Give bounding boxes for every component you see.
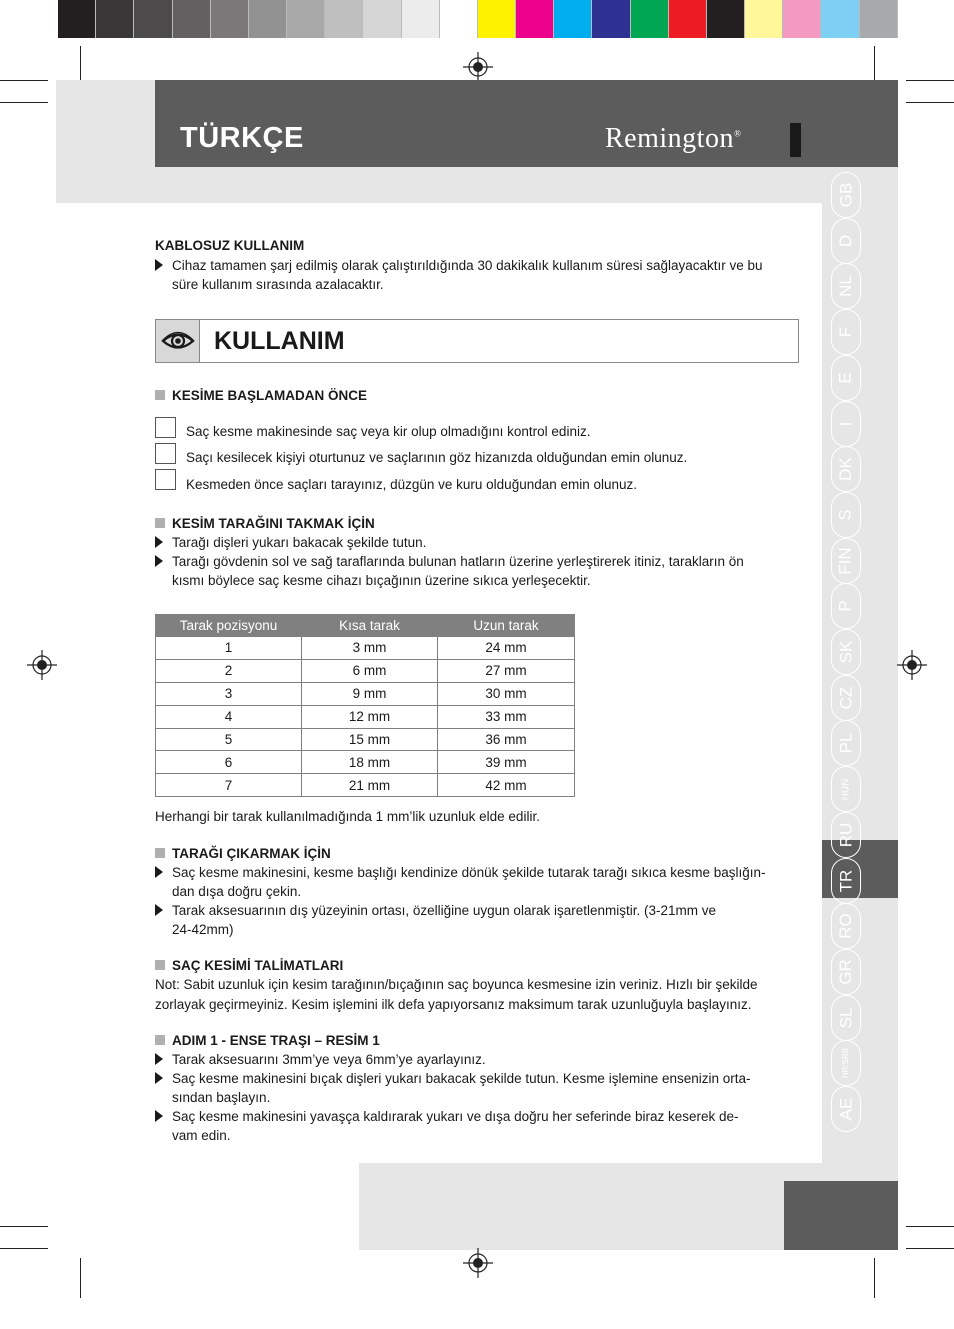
- registration-mark: [27, 650, 57, 680]
- crop-mark: [906, 1226, 954, 1227]
- usage-section-box: [155, 319, 799, 363]
- table-row: [156, 774, 575, 797]
- table-cell: 5: [156, 728, 302, 751]
- crop-mark: [906, 102, 954, 103]
- table-cell: 21 mm: [302, 774, 438, 797]
- table-row: [156, 682, 575, 705]
- step1-bullet-cont: vam edin.: [172, 1128, 231, 1143]
- table-cell: 27 mm: [438, 659, 575, 682]
- language-tab-sk[interactable]: [831, 629, 861, 675]
- language-tab-label: P: [836, 600, 855, 612]
- table-row: [156, 659, 575, 682]
- cordless-heading: KABLOSUZ KULLANIM: [155, 238, 305, 253]
- language-tab-i[interactable]: [831, 401, 861, 447]
- attach-comb-bullet: Tarağı gövdenin sol ve sağ taraflarında bulunan hatların üzerine yerleştirerek itiniz, tarakların ön: [172, 554, 744, 569]
- step1-heading: ADIM 1 - ENSE TRAŞI – RESİM 1: [172, 1033, 380, 1048]
- bullet-arrow-icon: [155, 536, 163, 548]
- remove-comb-bullet: Tarak aksesuarının dış yüzeyinin ortası, özelliğine uygun olarak işaretlenmiştir. (3-21mm ve: [172, 903, 716, 918]
- instructions-line: Not: Sabit uzunluk için kesim tarağının/bıçağının saç boyunca kesmesine izin veriniz. Hızlı bir şekilde: [155, 977, 758, 992]
- table-row: [156, 728, 575, 751]
- remove-comb-bullet-cont: dan dışa doğru çekin.: [172, 884, 302, 899]
- color-swatch: [402, 0, 440, 38]
- usage-title: KULLANIM: [214, 327, 345, 355]
- bullet-arrow-icon: [155, 904, 163, 916]
- language-tab-label: S: [836, 509, 855, 521]
- color-swatch: [478, 0, 516, 38]
- color-swatch: [821, 0, 859, 38]
- language-tab-label: RU: [836, 822, 855, 848]
- table-cell: 15 mm: [302, 728, 438, 751]
- table-row: [156, 751, 575, 774]
- section-square-icon: [155, 390, 165, 400]
- color-swatch: [173, 0, 211, 38]
- crop-mark: [0, 80, 48, 81]
- bullet-arrow-icon: [155, 555, 163, 567]
- color-swatch: [363, 0, 401, 38]
- language-tab-d[interactable]: [831, 218, 861, 264]
- color-swatch: [745, 0, 783, 38]
- language-tab-f[interactable]: [831, 309, 861, 355]
- language-tab-p[interactable]: [831, 583, 861, 629]
- instructions-line: zorlayak geçirmeyiniz. Kesim işlemini ilk defa yapıyorsanız maksimum tarak uzunluğuyla başlayınız.: [155, 997, 752, 1012]
- color-swatch: [325, 0, 363, 38]
- language-tab-label: CZ: [835, 686, 855, 710]
- language-tab-fin[interactable]: [831, 538, 861, 584]
- step1-bullet: Saç kesme makinesini yavaşça kaldırarak yukarı ve dışa doğru her seferinde biraz keserek de-: [172, 1109, 739, 1124]
- attach-comb-heading: KESİM TARAĞINI TAKMAK İÇİN: [172, 516, 375, 531]
- brand-name: Remington: [605, 123, 734, 154]
- language-tab-dk[interactable]: [831, 446, 861, 492]
- bullet-arrow-icon: [155, 1072, 163, 1084]
- crop-mark: [0, 1226, 48, 1227]
- language-tab-label: SK: [836, 640, 855, 664]
- language-tab-e[interactable]: [831, 355, 861, 401]
- color-swatch: [287, 0, 325, 38]
- color-swatch: [707, 0, 745, 38]
- brand-bar: [790, 123, 801, 157]
- eye-icon: [156, 320, 200, 362]
- cordless-line-1: Cihaz tamamen şarj edilmiş olarak çalıştırıldığında 30 dakikalık kullanım süresi sağlayacaktır ve bu: [172, 258, 763, 273]
- checklist-item: Saç kesme makinesinde saç veya kir olup olmadığını kontrol ediniz.: [186, 424, 591, 439]
- crop-mark: [906, 80, 954, 81]
- color-swatch: [58, 0, 96, 38]
- remove-comb-bullet-cont: 24-42mm): [172, 922, 234, 937]
- language-tab-label: NL: [835, 275, 855, 298]
- bullet-arrow-icon: [155, 259, 163, 271]
- table-cell: 6 mm: [302, 659, 438, 682]
- table-header-cell: Uzun tarak: [438, 615, 575, 637]
- table-cell: 33 mm: [438, 705, 575, 728]
- language-tab-cz[interactable]: [831, 675, 861, 721]
- color-swatch: [516, 0, 554, 38]
- language-tab-label: D: [836, 234, 855, 247]
- language-tabs: [822, 170, 898, 1130]
- remove-comb-heading: TARAĞI ÇIKARMAK İÇİN: [172, 846, 331, 861]
- checklist-item: Kesmeden önce saçları tarayınız, düzgün ve kuru olduğundan emin olunuz.: [186, 477, 638, 492]
- registration-mark: [463, 52, 493, 82]
- color-swatch: [669, 0, 707, 38]
- before-cutting-heading: KESİME BAŞLAMADAN ÖNCE: [172, 388, 368, 403]
- table-cell: 24 mm: [438, 637, 575, 660]
- bullet-arrow-icon: [155, 1053, 163, 1065]
- table-body: [156, 637, 575, 797]
- color-swatch: [554, 0, 592, 38]
- language-tab-ru[interactable]: [831, 812, 861, 858]
- crop-mark: [80, 1258, 81, 1298]
- bottom-left-area: [56, 1163, 359, 1253]
- table-header-row: [156, 615, 575, 637]
- step1-bullet-cont: sından başlayın.: [172, 1090, 271, 1105]
- color-swatch: [440, 0, 478, 38]
- instructions-heading: SAÇ KESİMİ TALİMATLARI: [172, 958, 344, 973]
- checklist-box[interactable]: [155, 469, 176, 490]
- language-tab-label: SL: [835, 1007, 855, 1028]
- language-tab-label: I: [835, 421, 855, 426]
- color-swatch: [249, 0, 287, 38]
- comb-length-table: [155, 614, 575, 797]
- table-header-cell: Tarak pozisyonu: [156, 615, 302, 637]
- no-comb-note: Herhangi bir tarak kullanılmadığında 1 mm’lik uzunluk elde edilir.: [155, 809, 540, 824]
- table-cell: 6: [156, 751, 302, 774]
- section-square-icon: [155, 848, 165, 858]
- table-cell: 1: [156, 637, 302, 660]
- usage-icon-cell: [156, 320, 200, 362]
- crop-mark: [0, 1248, 48, 1249]
- brand-mark: ®: [733, 128, 742, 139]
- attach-comb-bullet-cont: kısmı böylece saç kesme cihazı bıçağının üzerine sıkıca yerleşecektir.: [172, 573, 591, 588]
- color-swatch: [134, 0, 172, 38]
- table-cell: 9 mm: [302, 682, 438, 705]
- language-tab-s[interactable]: [831, 492, 861, 538]
- table-header-cell: Kısa tarak: [302, 615, 438, 637]
- bullet-arrow-icon: [155, 866, 163, 878]
- color-swatch: [783, 0, 821, 38]
- language-tab-hr-srb[interactable]: [831, 1040, 861, 1086]
- language-tab-tr[interactable]: [831, 858, 861, 904]
- language-tab-label: TR: [835, 869, 855, 892]
- table-cell: 3: [156, 682, 302, 705]
- color-swatch: [860, 0, 898, 38]
- language-tab-label: GB: [836, 182, 855, 208]
- table-cell: 18 mm: [302, 751, 438, 774]
- registration-mark: [897, 650, 927, 680]
- remove-comb-bullet: Saç kesme makinesini, kesme başlığı kendinize dönük şekilde tutarak tarağı sıkıca kesme başlığın-: [172, 865, 766, 880]
- table-cell: 36 mm: [438, 728, 575, 751]
- table-row: [156, 705, 575, 728]
- section-square-icon: [155, 518, 165, 528]
- checklist-box[interactable]: [155, 417, 176, 438]
- language-tab-label: RO: [836, 913, 855, 939]
- table-cell: 42 mm: [438, 774, 575, 797]
- attach-comb-bullet: Tarağı dişleri yukarı bakacak şekilde tutun.: [172, 535, 427, 550]
- checklist-box[interactable]: [155, 443, 176, 464]
- crop-mark: [874, 1258, 875, 1298]
- crop-mark: [906, 1248, 954, 1249]
- language-tab-label: AE: [836, 1097, 855, 1121]
- language-tab-gr[interactable]: [831, 949, 861, 995]
- brand-logo: [605, 123, 741, 155]
- color-swatch: [211, 0, 249, 38]
- language-tab-gb[interactable]: [831, 172, 861, 218]
- table-cell: 3 mm: [302, 637, 438, 660]
- printer-color-bar: [58, 0, 898, 38]
- crop-mark: [0, 102, 48, 103]
- section-square-icon: [155, 960, 165, 970]
- language-tab-sl[interactable]: [831, 995, 861, 1041]
- color-swatch: [592, 0, 630, 38]
- cordless-line-2: süre kullanım sırasında azalacaktır.: [172, 277, 384, 292]
- table-cell: 39 mm: [438, 751, 575, 774]
- table-cell: 30 mm: [438, 682, 575, 705]
- language-tab-label: PL: [835, 732, 855, 754]
- checklist-item: Saçı kesilecek kişiyi oturtunuz ve saçlarının göz hizanızda olduğundan emin olunuz.: [186, 450, 688, 465]
- step1-bullet: Tarak aksesuarını 3mm’ye veya 6mm’ye ayarlayınız.: [172, 1052, 486, 1067]
- bullet-arrow-icon: [155, 1110, 163, 1122]
- table-cell: 4: [156, 705, 302, 728]
- language-tab-label: F: [835, 326, 855, 338]
- color-swatch: [631, 0, 669, 38]
- language-tab-label: DK: [836, 457, 855, 481]
- language-tab-label: E: [836, 372, 855, 384]
- language-tab-nl[interactable]: [831, 263, 861, 309]
- registration-mark: [463, 1248, 493, 1278]
- table-cell: 7: [156, 774, 302, 797]
- language-tab-label: GR: [836, 959, 855, 985]
- table-cell: 12 mm: [302, 705, 438, 728]
- language-tab-ro[interactable]: [831, 903, 861, 949]
- table-cell: 2: [156, 659, 302, 682]
- page-title: TÜRKÇE: [180, 122, 304, 154]
- language-tab-label: HR/SRB: [841, 1048, 851, 1079]
- language-tab-hun[interactable]: [831, 766, 861, 812]
- table-row: [156, 637, 575, 660]
- language-tab-label: FIN: [835, 546, 855, 575]
- page-number-block: [784, 1181, 898, 1250]
- step1-bullet: Saç kesme makinesini bıçak dişleri yukarı bakacak şekilde tutun. Kesme işlemine ensenizin orta-: [172, 1071, 751, 1086]
- language-tab-ae[interactable]: [831, 1086, 861, 1132]
- language-tab-pl[interactable]: [831, 720, 861, 766]
- language-tab-label: HUN: [840, 778, 852, 800]
- color-swatch: [96, 0, 134, 38]
- section-square-icon: [155, 1035, 165, 1045]
